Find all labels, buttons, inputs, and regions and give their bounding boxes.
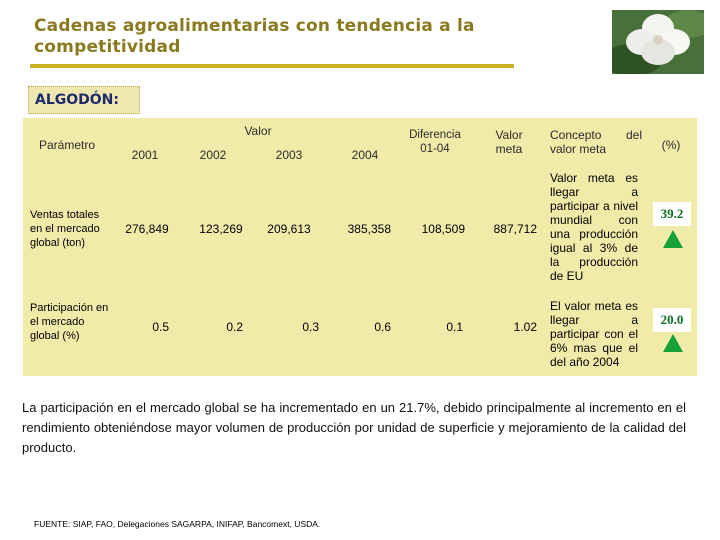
row-concepto: Valor meta es llegar a participar a nivel mundial con una producción igual al 3% de la producción de EU xyxy=(550,171,638,283)
row-param: Ventas totales en el mercado global (ton) xyxy=(30,209,100,249)
row-param: Participación en el mercado global (%) xyxy=(30,302,109,342)
row-pct: 39.2 xyxy=(653,202,691,226)
title-underline xyxy=(30,64,514,68)
section-label xyxy=(28,86,140,114)
row-value: 276,849 xyxy=(125,222,169,236)
header-year: 2002 xyxy=(199,148,227,162)
section-label-text: ALGODÓN: xyxy=(35,92,119,108)
header-pct: (%) xyxy=(661,138,681,152)
increase-arrow-icon xyxy=(663,230,683,248)
header-year: 2003 xyxy=(275,148,303,162)
row-diferencia: 108,509 xyxy=(421,222,465,236)
data-table xyxy=(23,118,697,376)
header-year: 2001 xyxy=(131,148,159,162)
row-value: 0.6 xyxy=(374,320,391,334)
summary-paragraph: La participación en el mercado global se ha incrementado en un 21.7%, debido principalmente al incremento en el rendimiento obteniéndose mayor volumen de producción por unidad de superficie y mejoramiento de la calidad del producto. xyxy=(22,400,686,455)
header-valor-meta: Valor meta xyxy=(495,128,523,156)
page-title: Cadenas agroalimentarias con tendencia a la competitividad xyxy=(34,16,475,57)
header-parametro: Parámetro xyxy=(39,138,96,152)
row-value: 0.5 xyxy=(152,320,169,334)
row-diferencia: 0.1 xyxy=(446,320,463,334)
header-valor: Valor xyxy=(244,124,272,138)
row-value: 0.3 xyxy=(302,320,319,334)
row-concepto: El valor meta es llegar a participar con el 6% mas que el del año 2004 xyxy=(550,299,638,369)
row-value: 123,269 xyxy=(199,222,243,236)
header-diferencia: Diferencia 01-04 xyxy=(409,129,461,155)
row-value: 0.2 xyxy=(226,320,243,334)
header-concepto: Concepto del valor meta xyxy=(550,128,642,156)
row-value: 385,358 xyxy=(347,222,391,236)
increase-arrow-icon xyxy=(663,334,683,352)
row-valor-meta: 887,712 xyxy=(493,222,537,236)
row-valor-meta: 1.02 xyxy=(513,320,537,334)
cotton-flower-icon xyxy=(612,10,704,74)
row-pct: 20.0 xyxy=(653,308,691,332)
row-value: 209,613 xyxy=(267,222,311,236)
source-note: FUENTE: SIAP, FAO, Delegaciones SAGARPA, INIFAP, Bancomext, USDA. xyxy=(34,519,321,529)
header-year: 2004 xyxy=(351,148,379,162)
cotton-flower-image xyxy=(612,10,704,74)
